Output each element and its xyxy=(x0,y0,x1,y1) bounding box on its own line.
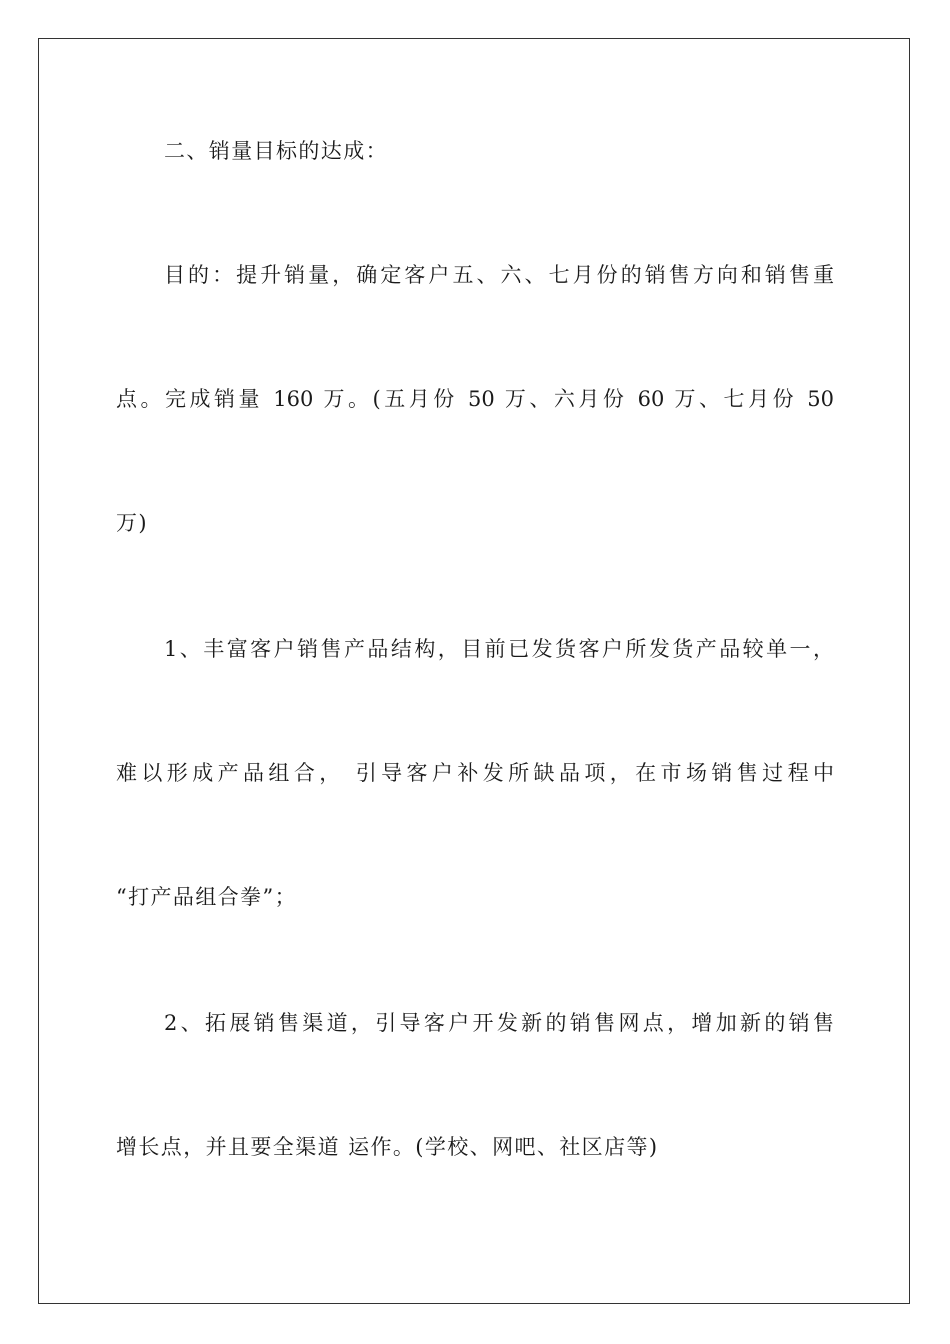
paragraph-line: “打产品组合拳”； xyxy=(116,885,298,909)
section-heading: 二、销量目标的达成： xyxy=(164,139,388,163)
paragraph-line: 1、丰富客户销售产品结构，目前已发货客户所发货产品较单一， xyxy=(164,637,834,661)
paragraph-line: 点。完成销量 160 万。(五月份 50 万、六月份 60 万、七月份 50 xyxy=(116,387,834,411)
paragraph-line: 难以形成产品组合， 引导客户补发所缺品项，在市场销售过程中 xyxy=(116,761,834,785)
paragraph-line: 2、拓展销售渠道，引导客户开发新的销售网点，增加新的销售 xyxy=(164,1011,834,1035)
paragraph-line: 目的：提升销量，确定客户五、六、七月份的销售方向和销售重 xyxy=(164,263,834,287)
paragraph-line: 增长点，并且要全渠道 运作。(学校、网吧、社区店等) xyxy=(116,1135,659,1159)
paragraph-line: 万) xyxy=(116,511,148,535)
page-frame xyxy=(38,38,910,1304)
